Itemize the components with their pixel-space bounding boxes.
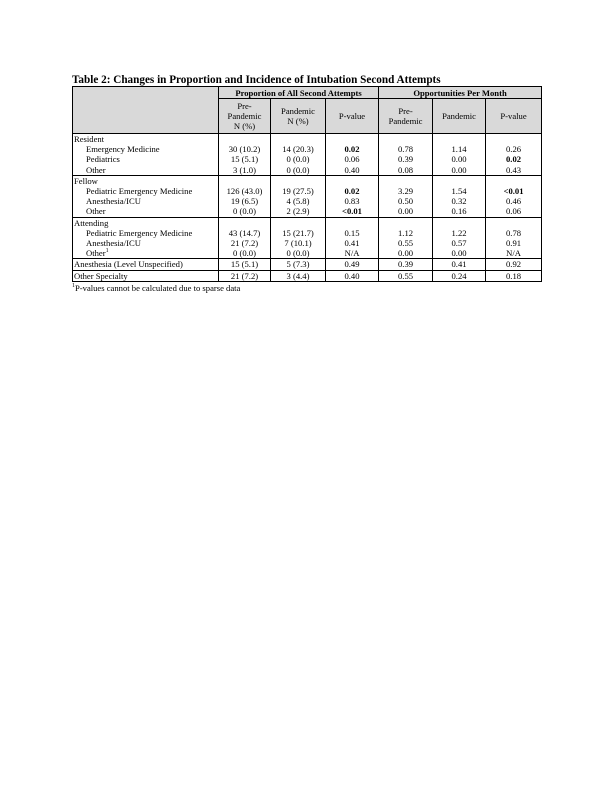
table-row: Anesthesia/ICU 19 (6.5) 4 (5.8) 0.83 0.50 0.32 0.46 bbox=[73, 196, 542, 206]
group-header-proportion: Proportion of All Second Attempts bbox=[219, 87, 379, 99]
header-pandemic-n: Pandemic N (%) bbox=[271, 99, 326, 134]
table-row: Pediatrics 15 (5.1) 0 (0.0) 0.06 0.39 0.00 0.02 bbox=[73, 154, 542, 164]
header-pre-pandemic: Pre- Pandemic bbox=[379, 99, 433, 134]
group-header-opportunities: Opportunities Per Month bbox=[379, 87, 542, 99]
row-label: Pediatric Emergency Medicine bbox=[73, 228, 219, 238]
empty-header-cell bbox=[73, 87, 219, 134]
table-row: Pediatric Emergency Medicine 126 (43.0) 19 (27.5) 0.02 3.29 1.54 <0.01 bbox=[73, 186, 542, 196]
table-row: Anesthesia (Level Unspecified) 15 (5.1) 5 (7.3) 0.49 0.39 0.41 0.92 bbox=[73, 259, 542, 270]
table-row: Other 0 (0.0) 2 (2.9) <0.01 0.00 0.16 0.06 bbox=[73, 206, 542, 217]
table-row: Pediatric Emergency Medicine 43 (14.7) 15 (21.7) 0.15 1.12 1.22 0.78 bbox=[73, 228, 542, 238]
row-label: Other Specialty bbox=[73, 270, 219, 281]
group-row-resident bbox=[73, 134, 542, 145]
table-row: Other 3 (1.0) 0 (0.0) 0.40 0.08 0.00 0.43 bbox=[73, 165, 542, 176]
row-label: Other bbox=[73, 165, 219, 176]
data-table bbox=[72, 86, 542, 282]
table-container bbox=[72, 74, 541, 293]
row-label: Other bbox=[73, 206, 219, 217]
group-label: Resident bbox=[73, 134, 219, 145]
group-row-attending bbox=[73, 217, 542, 228]
header-pre-pandemic-n: Pre- Pandemic N (%) bbox=[219, 99, 271, 134]
row-label: Anesthesia/ICU bbox=[73, 196, 219, 206]
table-row: Other$^1$ 0 (0.0) 0 (0.0) N/A 0.00 0.00 N/A bbox=[73, 248, 542, 259]
row-label: Anesthesia (Level Unspecified) bbox=[73, 259, 219, 270]
header-pvalue-2: P-value bbox=[486, 99, 542, 134]
table-row: Emergency Medicine 30 (10.2) 14 (20.3) 0.02 0.78 1.14 0.26 bbox=[73, 144, 542, 154]
group-row-fellow bbox=[73, 175, 542, 186]
row-label: Other$^1$ bbox=[73, 248, 219, 259]
row-label: Pediatrics bbox=[73, 154, 219, 164]
group-label: Attending bbox=[73, 217, 219, 228]
row-label: Pediatric Emergency Medicine bbox=[73, 186, 219, 196]
header-pandemic: Pandemic bbox=[433, 99, 486, 134]
table-footnote: $^1$P-values cannot be calculated due to sparse data bbox=[72, 282, 241, 293]
footnote-marker: 1 bbox=[105, 248, 109, 255]
table-row: Other Specialty 21 (7.2) 3 (4.4) 0.40 0.55 0.24 0.18 bbox=[73, 270, 542, 281]
row-label: Emergency Medicine bbox=[73, 144, 219, 154]
group-label: Fellow bbox=[73, 175, 219, 186]
table-row: Anesthesia/ICU 21 (7.2) 7 (10.1) 0.41 0.55 0.57 0.91 bbox=[73, 238, 542, 248]
table-title: Table 2: Changes in Proportion and Incidence of Intubation Second Attempts bbox=[72, 74, 441, 86]
header-pvalue-1: P-value bbox=[326, 99, 379, 134]
row-label: Anesthesia/ICU bbox=[73, 238, 219, 248]
